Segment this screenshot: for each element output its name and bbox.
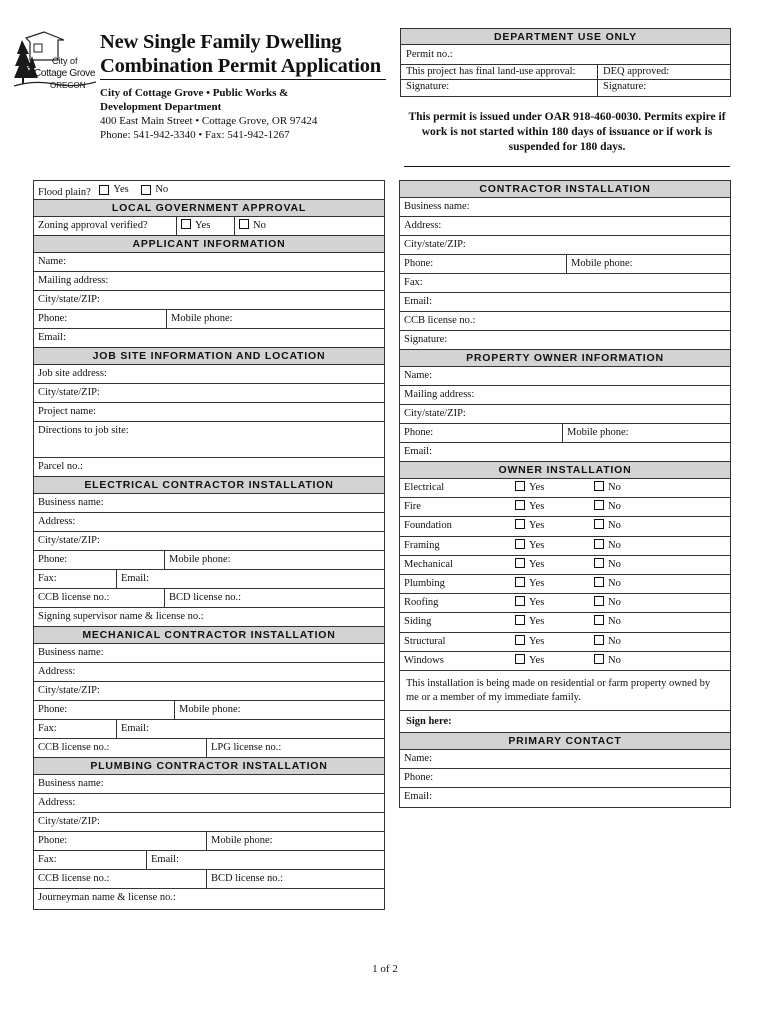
applicant-mailing-row (34, 272, 384, 291)
elec-supervisor-field[interactable]: Signing supervisor name & license no.: (38, 611, 204, 622)
owner-trade-label: Mechanical (404, 558, 453, 570)
owner-trade-no[interactable] (590, 575, 730, 593)
project-name-field[interactable]: Project name: (38, 406, 97, 417)
owner-phone-field[interactable]: Phone: (404, 427, 434, 438)
title-line1: New Single Family Dwelling (100, 31, 342, 53)
land-use-cell (401, 65, 597, 96)
zoning-yes-label: Yes (195, 220, 211, 231)
title-block (100, 30, 386, 142)
plumbing-heading: PLUMBING CONTRACTOR INSTALLATION (34, 758, 384, 775)
owner-trade-yes-label: Yes (529, 501, 545, 513)
elec-mobile-field[interactable]: Mobile phone: (164, 551, 384, 569)
elec-address-field[interactable]: Address: (38, 516, 76, 527)
con-address-row (400, 217, 730, 236)
owner-mailing-field[interactable]: Mailing address: (404, 389, 475, 400)
owner-trade-no-label: No (608, 539, 621, 551)
owner-trade-yes-label: Yes (529, 654, 545, 666)
owner-trade-row (400, 613, 730, 632)
owner-trade-yes-label: Yes (529, 577, 545, 589)
job-address-field[interactable]: Job site address: (38, 368, 107, 379)
land-use-field[interactable]: This project has final land-use approval: (401, 65, 597, 80)
con-mobile-field[interactable]: Mobile phone: (566, 255, 730, 273)
plumb-mobile-field[interactable]: Mobile phone: (206, 832, 384, 850)
elec-business-field[interactable]: Business name: (38, 497, 104, 508)
directions-field[interactable]: Directions to job site: (38, 425, 129, 436)
checkbox-icon[interactable] (515, 539, 525, 549)
owner-mobile-field[interactable]: Mobile phone: (562, 424, 730, 442)
owner-trade-row (400, 479, 730, 498)
plumb-journeyman-row (34, 889, 384, 909)
elec-fax-field[interactable]: Fax: (38, 573, 57, 584)
job-site-heading: JOB SITE INFORMATION AND LOCATION (34, 348, 384, 365)
checkbox-icon[interactable] (515, 500, 525, 510)
owner-trade-yes[interactable] (510, 633, 590, 651)
elec-city-row (34, 532, 384, 551)
con-phone-row (400, 255, 730, 274)
mech-city-field[interactable]: City/state/ZIP: (38, 685, 100, 696)
checkbox-icon[interactable] (594, 519, 604, 529)
checkbox-icon[interactable] (99, 185, 109, 195)
sign-here-field[interactable]: Sign here: (400, 711, 730, 733)
checkbox-icon[interactable] (515, 481, 525, 491)
contractor-heading: CONTRACTOR INSTALLATION (400, 181, 730, 198)
owner-trade-row (400, 652, 730, 671)
checkbox-icon[interactable] (515, 577, 525, 587)
applicant-phone-field[interactable]: Phone: (38, 313, 68, 324)
con-email-row (400, 293, 730, 312)
owner-email-row (400, 443, 730, 462)
owner-trade-no[interactable] (590, 537, 730, 555)
owner-trade-no-label: No (608, 635, 621, 647)
applicant-mailing-field[interactable]: Mailing address: (38, 275, 109, 286)
owner-trade-row (400, 556, 730, 575)
pc-email-field[interactable]: Email: (404, 790, 432, 802)
elec-email-field[interactable]: Email: (116, 570, 384, 588)
owner-trade-yes[interactable] (510, 498, 590, 516)
dept-line1: City of Cottage Grove • Public Works & (100, 87, 289, 99)
page-number: 1 of 2 (372, 963, 398, 975)
plumb-license-row (34, 870, 384, 889)
owner-trade-yes[interactable] (510, 479, 590, 497)
con-phone-field[interactable]: Phone: (404, 258, 434, 269)
title-rule (100, 79, 386, 80)
mech-phone-field[interactable]: Phone: (38, 704, 68, 715)
plumb-email-field[interactable]: Email: (146, 851, 384, 869)
mech-address-field[interactable]: Address: (38, 666, 76, 677)
checkbox-icon[interactable] (239, 219, 249, 229)
owner-trade-no[interactable] (590, 556, 730, 574)
con-ccb-field[interactable]: CCB license no.: (404, 315, 476, 326)
approval-row (401, 65, 730, 96)
owner-trade-yes[interactable] (510, 537, 590, 555)
mech-ccb-field[interactable]: CCB license no.: (38, 742, 110, 753)
pc-phone-field[interactable]: Phone: (404, 771, 434, 783)
applicant-city-row (34, 291, 384, 310)
address: 400 East Main Street • Cottage Grove, OR 97424 (100, 115, 318, 127)
pc-phone-row (400, 769, 730, 788)
plumb-business-field[interactable]: Business name: (38, 778, 104, 789)
checkbox-icon[interactable] (515, 615, 525, 625)
owner-trade-row (400, 498, 730, 517)
plumb-business-row (34, 775, 384, 794)
owner-trade-yes[interactable] (510, 613, 590, 631)
flood-row (34, 181, 384, 200)
elec-ccb-field[interactable]: CCB license no.: (38, 592, 110, 603)
owner-phone-row (400, 424, 730, 443)
checkbox-icon[interactable] (141, 185, 151, 195)
elec-address-row (34, 513, 384, 532)
local-gov-heading: LOCAL GOVERNMENT APPROVAL (34, 200, 384, 217)
con-business-row (400, 198, 730, 217)
project-name-row (34, 403, 384, 422)
checkbox-icon[interactable] (181, 219, 191, 229)
owner-trade-yes[interactable] (510, 575, 590, 593)
plumb-city-field[interactable]: City/state/ZIP: (38, 816, 100, 827)
owner-mailing-row (400, 386, 730, 405)
owner-trade-no-label: No (608, 654, 621, 666)
owner-install-heading: OWNER INSTALLATION (400, 462, 730, 479)
owner-trade-no[interactable] (590, 633, 730, 651)
owner-trade-yes-label: Yes (529, 597, 545, 609)
permit-no-row (401, 45, 730, 65)
owner-trade-row (400, 594, 730, 613)
department-use-box (400, 28, 731, 97)
signature-field[interactable]: Signature: (406, 81, 450, 92)
checkbox-icon[interactable] (515, 635, 525, 645)
owner-trade-label: Structural (404, 635, 446, 647)
logo-line2: Cottage Grove (34, 68, 96, 79)
elec-city-field[interactable]: City/state/ZIP: (38, 535, 100, 546)
checkbox-icon[interactable] (515, 558, 525, 568)
owner-trade-row (400, 517, 730, 536)
owner-trade-no-label: No (608, 577, 621, 589)
directions-row (34, 422, 384, 458)
plumb-fax-row (34, 851, 384, 870)
primary-contact-heading: PRIMARY CONTACT (400, 733, 730, 750)
checkbox-icon[interactable] (594, 635, 604, 645)
owner-statement: This installation is being made on residential or farm property owned by me or a member of my immediate family. (400, 671, 730, 711)
mech-license-row (34, 739, 384, 758)
elec-business-row (34, 494, 384, 513)
plumb-fax-field[interactable]: Fax: (38, 854, 57, 865)
flood-cell (34, 181, 172, 199)
title-line2: Combination Permit Application (100, 55, 382, 77)
applicant-heading: APPLICANT INFORMATION (34, 236, 384, 253)
city-logo (14, 30, 96, 94)
zoning-no-label: No (253, 220, 266, 231)
owner-trade-yes-label: Yes (529, 539, 545, 551)
owner-trade-row (400, 633, 730, 652)
department-use-heading: DEPARTMENT USE ONLY (401, 29, 730, 45)
applicant-mobile-field[interactable]: Mobile phone: (166, 310, 384, 328)
mech-business-row (34, 644, 384, 663)
checkbox-icon[interactable] (594, 539, 604, 549)
owner-trade-label: Plumbing (404, 577, 445, 589)
checkbox-icon[interactable] (594, 577, 604, 587)
plumb-address-field[interactable]: Address: (38, 797, 76, 808)
mech-fax-row (34, 720, 384, 739)
plumb-city-row (34, 813, 384, 832)
mech-fax-field[interactable]: Fax: (38, 723, 57, 734)
dept-line2: Development Department (100, 101, 222, 113)
mech-mobile-field[interactable]: Mobile phone: (174, 701, 384, 719)
con-signature-row (400, 331, 730, 350)
job-address-row (34, 365, 384, 384)
owner-trade-label: Siding (404, 616, 432, 628)
owner-trade-no-label: No (608, 558, 621, 570)
owner-trade-yes[interactable] (510, 594, 590, 612)
owner-trade-yes[interactable] (510, 556, 590, 574)
owner-name-row (400, 367, 730, 386)
plumb-ccb-field[interactable]: CCB license no.: (38, 873, 110, 884)
mech-email-field[interactable]: Email: (116, 720, 384, 738)
checkbox-icon[interactable] (515, 596, 525, 606)
owner-trade-no-label: No (608, 597, 621, 609)
owner-trade-label: Electrical (404, 482, 445, 493)
zoning-blank (294, 217, 384, 235)
mech-city-row (34, 682, 384, 701)
applicant-phone-row (34, 310, 384, 329)
con-business-field[interactable]: Business name: (404, 201, 470, 212)
con-signature-field[interactable]: Signature: (404, 334, 448, 345)
con-fax-field[interactable]: Fax: (404, 277, 423, 288)
flood-no-label: No (155, 184, 169, 195)
pc-name-field[interactable]: Name: (404, 752, 432, 764)
checkbox-icon[interactable] (594, 481, 604, 491)
phone-fax: Phone: 541-942-3340 • Fax: 541-942-1267 (100, 129, 290, 141)
elec-phone-row (34, 551, 384, 570)
checkbox-icon[interactable] (594, 558, 604, 568)
owner-trade-no-label: No (608, 501, 621, 513)
elec-phone-field[interactable]: Phone: (38, 554, 68, 565)
plumb-bcd-field[interactable]: BCD license no.: (206, 870, 384, 888)
notice-rule (404, 166, 730, 167)
owner-trade-no-label: No (608, 616, 621, 628)
con-fax-row (400, 274, 730, 293)
owner-name-field[interactable]: Name: (404, 370, 432, 381)
electrical-heading: ELECTRICAL CONTRACTOR INSTALLATION (34, 477, 384, 494)
logo-line1: City of (52, 56, 78, 66)
left-column (33, 180, 385, 910)
plumb-address-row (34, 794, 384, 813)
mech-phone-row (34, 701, 384, 720)
applicant-name-field[interactable]: Name: (38, 256, 66, 267)
owner-trade-yes-label: Yes (529, 558, 545, 570)
zoning-row (34, 217, 384, 236)
applicant-name-row (34, 253, 384, 272)
owner-trade-row (400, 537, 730, 556)
owner-email-field[interactable]: Email: (404, 446, 432, 457)
deq-signature-field[interactable]: Signature: (603, 81, 647, 92)
mech-lpg-field[interactable]: LPG license no.: (206, 739, 384, 757)
flood-no[interactable] (141, 181, 168, 199)
flood-yes[interactable] (99, 181, 128, 199)
owner-trade-no[interactable] (590, 652, 730, 670)
applicant-email-row (34, 329, 384, 348)
right-column (399, 180, 731, 808)
job-city-row (34, 384, 384, 403)
pc-name-row (400, 750, 730, 769)
checkbox-icon[interactable] (594, 654, 604, 664)
checkbox-icon[interactable] (515, 519, 525, 529)
applicant-email-field[interactable]: Email: (38, 332, 66, 343)
mech-address-row (34, 663, 384, 682)
flood-label: Flood plain? (38, 187, 91, 198)
owner-trade-list (400, 479, 730, 671)
plumb-phone-row (34, 832, 384, 851)
pc-email-row (400, 788, 730, 807)
con-email-field[interactable]: Email: (404, 296, 432, 307)
zoning-no[interactable] (234, 217, 294, 235)
job-city-field[interactable]: City/state/ZIP: (38, 387, 100, 398)
permit-no-field[interactable]: Permit no.: (406, 49, 453, 60)
mechanical-heading: MECHANICAL CONTRACTOR INSTALLATION (34, 627, 384, 644)
logo-line3: OREGON (50, 81, 86, 90)
owner-trade-label: Roofing (404, 597, 439, 609)
owner-trade-yes[interactable] (510, 652, 590, 670)
applicant-city-field[interactable]: City/state/ZIP: (38, 294, 100, 305)
parcel-field[interactable]: Parcel no.: (38, 461, 83, 472)
owner-trade-no[interactable] (590, 613, 730, 631)
owner-city-field[interactable]: City/state/ZIP: (404, 408, 466, 419)
checkbox-icon[interactable] (594, 500, 604, 510)
owner-trade-row (400, 575, 730, 594)
owner-info-heading: PROPERTY OWNER INFORMATION (400, 350, 730, 367)
owner-trade-label: Fire (404, 501, 421, 513)
owner-trade-yes-label: Yes (529, 520, 545, 532)
mech-business-field[interactable]: Business name: (38, 647, 104, 658)
owner-trade-no-label: No (608, 520, 621, 532)
flood-yes-label: Yes (113, 184, 129, 195)
con-city-row (400, 236, 730, 255)
zoning-yes[interactable] (176, 217, 234, 235)
owner-trade-yes-label: Yes (529, 635, 545, 647)
owner-trade-no[interactable] (590, 479, 730, 497)
parcel-row (34, 458, 384, 477)
owner-trade-no[interactable] (590, 498, 730, 516)
owner-trade-yes[interactable] (510, 517, 590, 535)
checkbox-icon[interactable] (515, 654, 525, 664)
checkbox-icon[interactable] (594, 596, 604, 606)
con-city-field[interactable]: City/state/ZIP: (404, 239, 466, 250)
owner-trade-label: Windows (404, 654, 444, 666)
permit-notice: This permit is issued under OAR 918-460-0030. Permits expire if work is not started within 180 days of issuance or if work is suspended for 180 days. (408, 111, 726, 153)
elec-license-row (34, 589, 384, 608)
owner-trade-no[interactable] (590, 517, 730, 535)
plumb-journeyman-field[interactable]: Journeyman name & license no.: (38, 892, 176, 903)
deq-cell (597, 65, 730, 96)
owner-trade-label: Framing (404, 539, 440, 551)
plumb-phone-field[interactable]: Phone: (38, 835, 68, 846)
zoning-label: Zoning approval verified? (38, 220, 148, 231)
elec-fax-row (34, 570, 384, 589)
elec-supervisor-row (34, 608, 384, 627)
owner-trade-yes-label: Yes (529, 482, 545, 493)
checkbox-icon[interactable] (594, 615, 604, 625)
owner-trade-no[interactable] (590, 594, 730, 612)
owner-trade-no-label: No (608, 482, 621, 493)
elec-bcd-field[interactable]: BCD license no.: (164, 589, 384, 607)
owner-city-row (400, 405, 730, 424)
owner-trade-yes-label: Yes (529, 616, 545, 628)
deq-field[interactable]: DEQ approved: (598, 65, 730, 80)
owner-trade-label: Foundation (404, 520, 452, 532)
con-ccb-row (400, 312, 730, 331)
con-address-field[interactable]: Address: (404, 220, 442, 231)
